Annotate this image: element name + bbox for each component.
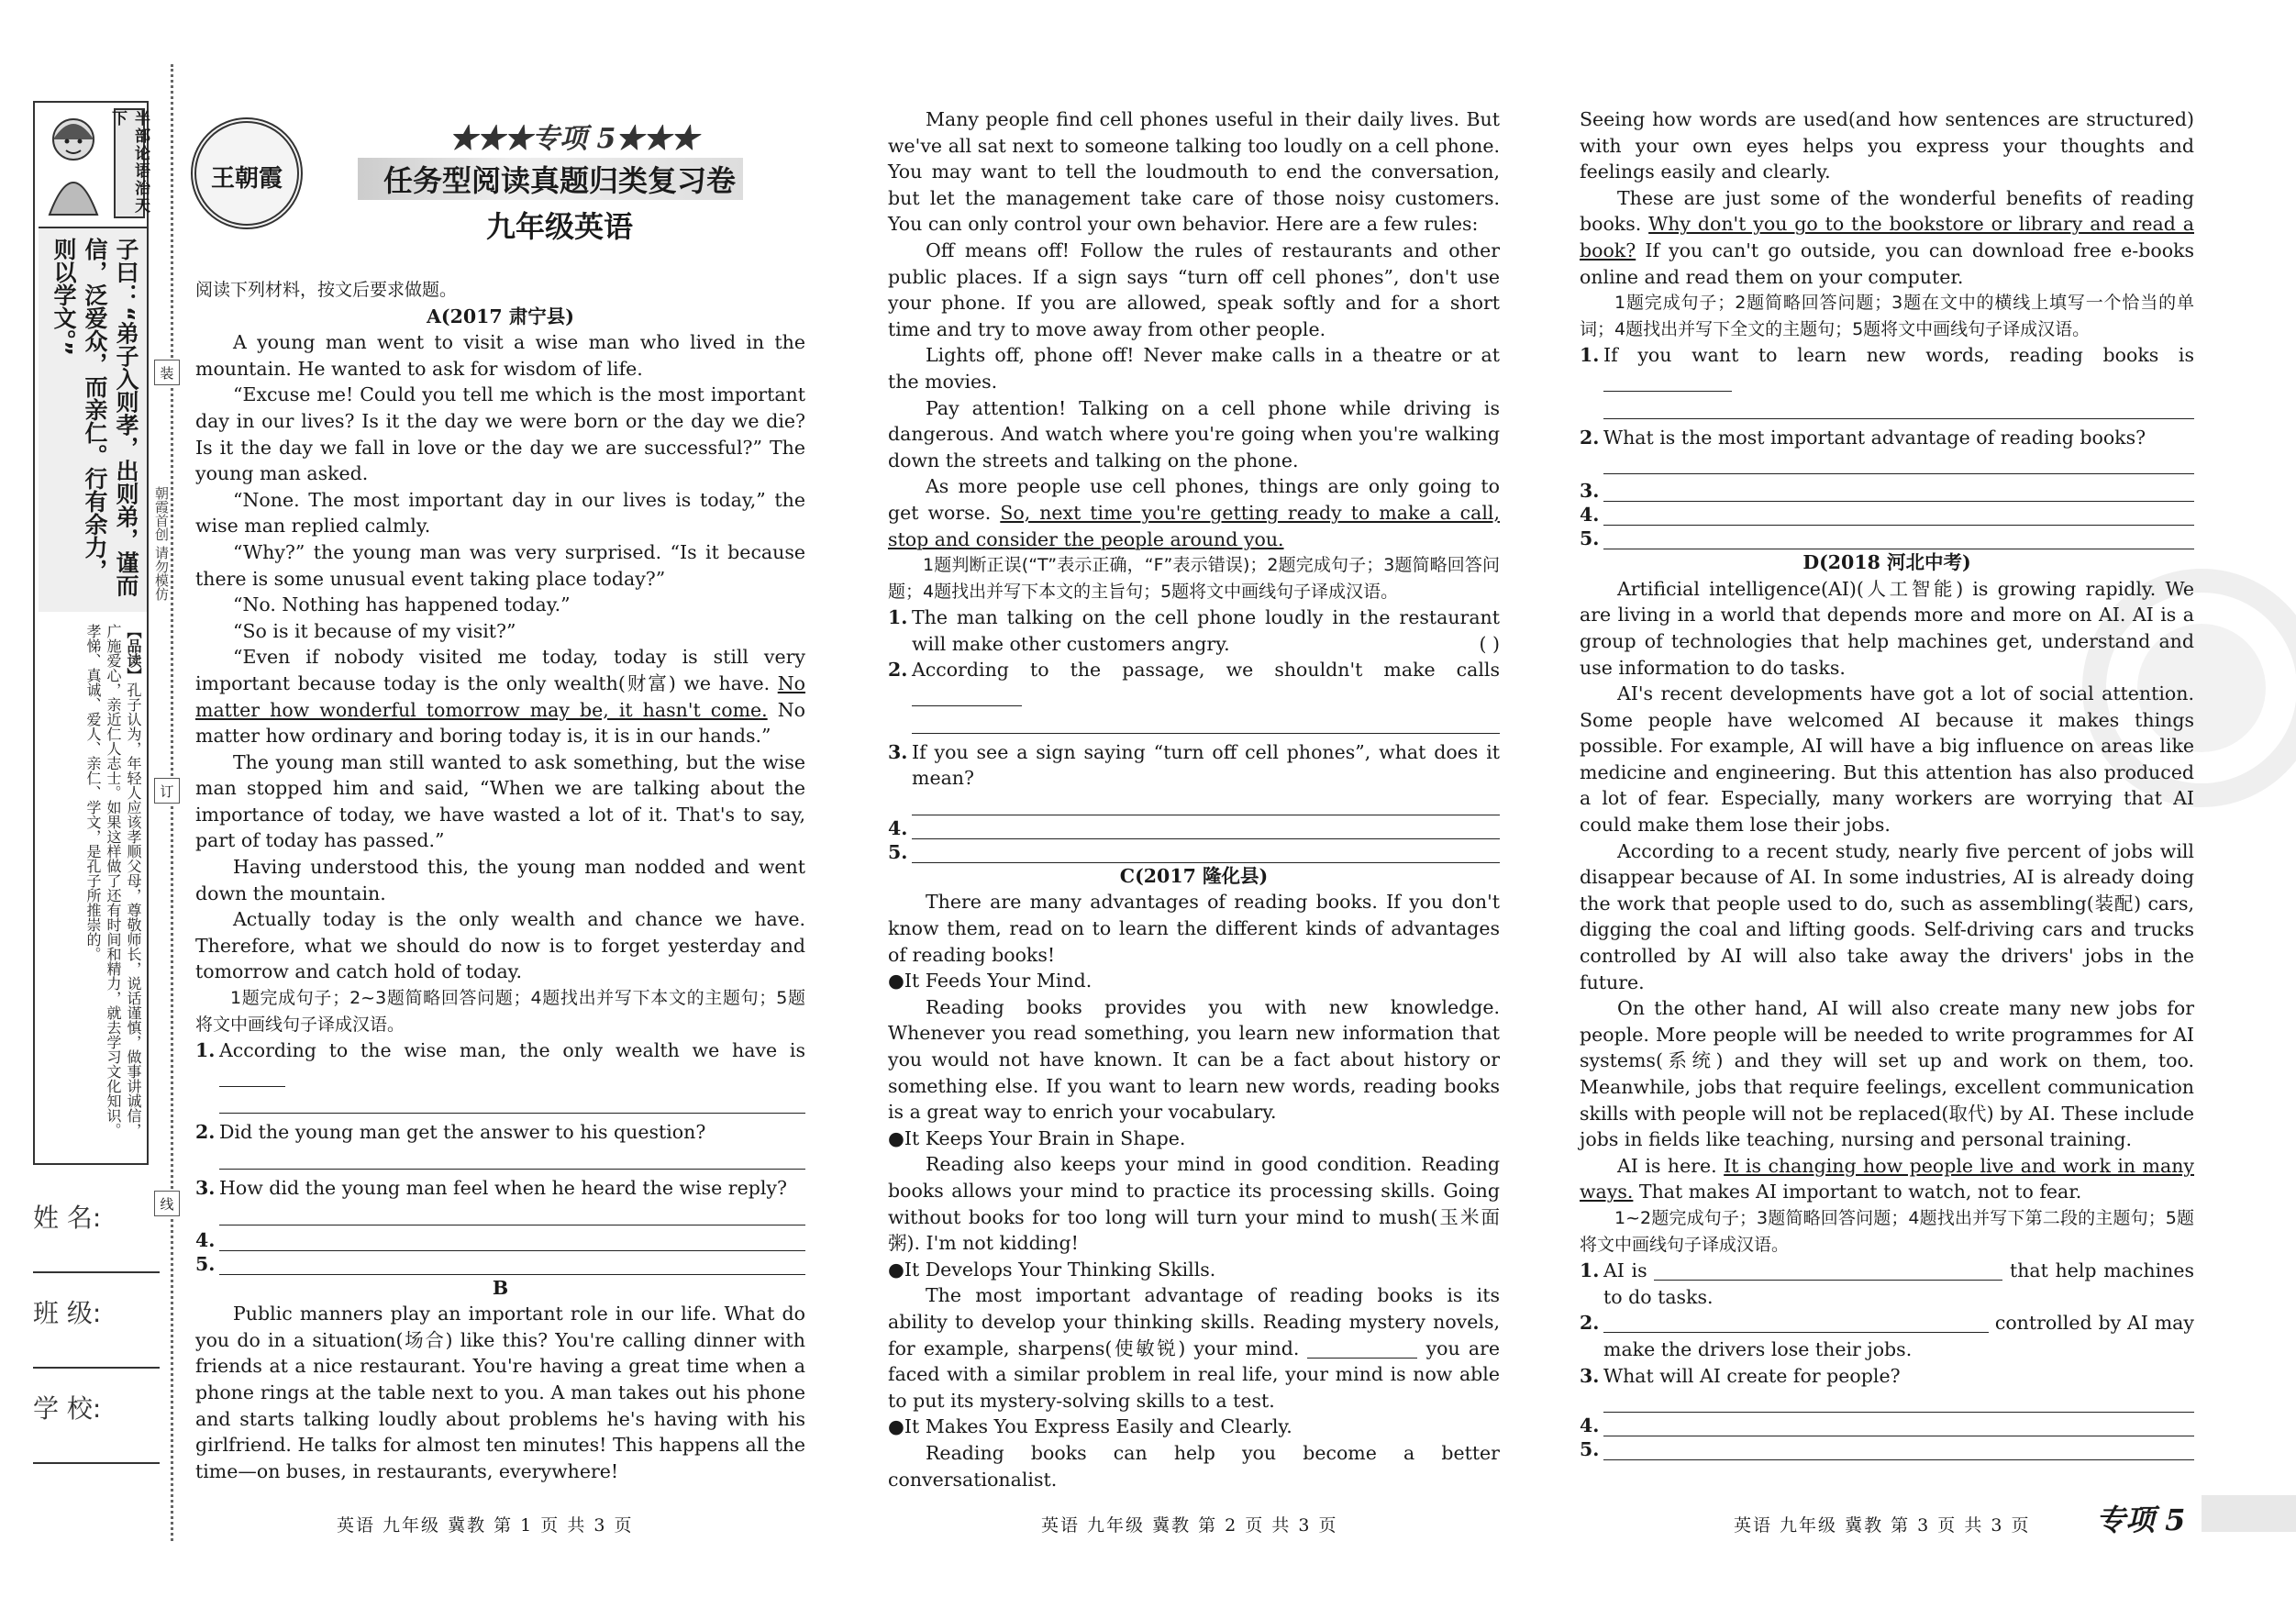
name-field[interactable] (33, 1271, 160, 1273)
question-d2: 2. controlled by AI may make the drivers lose their jobs. (1580, 1312, 2194, 1360)
passage-c-paragraph: These are just some of the wonderful benefits of reading books. Why don't you go to the bookstore or library and read a book? If you can't go outside, you can download free e-books online and read them on your computer. (1580, 186, 2194, 288)
column-3 (1580, 106, 2194, 1460)
answer-line[interactable] (912, 710, 1500, 734)
passage-b-paragraph: Public manners play an important role in our life. What do you do in a situation(场合) like this? You're calling dinner with friends at a nice restaurant. You're having a great time when a phone rings at the table next to you. A man takes out his phone and starts talking loudly about problems he's having with his girlfriend. He talks for almost ten minutes! This happens all the time—on buses, in restaurants, everywhere! (195, 1303, 805, 1482)
answer-line[interactable] (1603, 1413, 2194, 1436)
passage-b-title: B (492, 1276, 509, 1299)
publisher-logo (191, 117, 303, 229)
passage-b-instructions: 1题判断正误(“T”表示正确，“F”表示错误)；2题完成句子；3题简略回答问题；4题找出并写下本文的主旨句；5题将文中画线句子译成汉语。 (888, 555, 1500, 602)
passage-c-heading: ●It Makes You Express Easily and Clearly. (888, 1415, 1292, 1438)
passage-a-paragraph: Actually today is the only wealth and chance we have. Therefore, what we should do now is to forget yesterday and tomorrow and catch hold of today. (195, 908, 805, 983)
commentary-text: 孔子认为，年轻人应该孝顺父母，尊敬师长，说话谨慎，做事讲诚信，广施爱心，亲近仁人志士。如果这样做了还有时间和精力，就去学习文化知识。孝悌、真诚、爱人、亲仁、学文，是孔子所推崇的。 (84, 624, 142, 1137)
answer-line[interactable] (1603, 478, 2194, 502)
passage-d-paragraph: On the other hand, AI will also create many new jobs for people. More people will be needed to write programmes for AI systems(系统) and they will set up and work on them, too. Meanwhile, jobs that require feelings, excellent communication skills with people will not be replaced(取代) by AI. These include jobs in fields like teaching, nursing and personal training. (1580, 997, 2194, 1151)
binding-mark-ding: 订 (154, 778, 180, 804)
passage-c-instructions: 1题完成句子；2题简略回答问题；3题在文中的横线上填写一个恰当的单词；4题找出并写下全文的主题句；5题将文中画线句子译成汉语。 (1580, 293, 2194, 339)
page-subtitle: 九年级英语 (485, 209, 633, 244)
passage-a-paragraph: “No. Nothing has happened today.” (233, 593, 571, 616)
passage-c-paragraph: Reading books can help you become a better conversationalist. (888, 1441, 1500, 1491)
question-b5: 5. (888, 839, 1500, 863)
answer-line[interactable] (219, 1251, 805, 1275)
answer-line[interactable] (219, 1227, 805, 1251)
answer-line[interactable] (219, 1202, 805, 1225)
answer-blank[interactable] (1603, 1313, 1989, 1333)
commentary-label: 【品读】 (125, 624, 142, 682)
passage-d-paragraph: AI is here. It is changing how people live and work in many ways. That makes AI important to watch, not to fear. (1580, 1154, 2194, 1203)
passage-d-instructions: 1~2题完成句子；3题简略回答问题；4题找出并写下第二段的主题句；5题将文中画线句子译成汉语。 (1580, 1207, 2194, 1255)
passage-a-paragraph: “None. The most important day in our lives is today,” the wise man replied calmly. (195, 488, 805, 538)
answer-line[interactable] (912, 839, 1500, 863)
answer-line[interactable] (1603, 1436, 2194, 1460)
passage-c-paragraph: There are many advantages of reading books. If you don't know them, read on to learn the different kinds of advantages of reading books! (888, 891, 1500, 966)
page-title: 任务型阅读真题归类复习卷 (383, 163, 736, 198)
answer-line[interactable] (219, 1090, 805, 1114)
question-c4: 4. (1580, 502, 2194, 526)
passage-c-heading: ●It Feeds Your Mind. (888, 970, 1093, 993)
passage-d-paragraph: AI's recent developments have got a lot of social attention. Some people have welcomed AI because it makes things possible. For example, AI will have a big influence on areas like medicine and engineering. But this attention has also produced a lot of fear. Especially, many workers are worrying that AI could make them lose their jobs. (1580, 682, 2194, 837)
passage-a-paragraph: A young man went to visit a wise man who lived in the mountain. He wanted to ask for wisdom of life. (195, 331, 805, 380)
page-footer-1: 英语 九年级 冀教 第 1 页 共 3 页 (337, 1515, 634, 1536)
answer-blank[interactable] (912, 686, 1022, 706)
instructions: 阅读下列材料，按文后要求做题。 (195, 280, 458, 300)
page-footer-3: 英语 九年级 冀教 第 3 页 共 3 页 (1734, 1515, 2031, 1536)
underlined-sentence: It is changing how people live and work in many ways. (1580, 1154, 2194, 1203)
left-margin-strip (0, 0, 174, 1597)
question-d3: 3. What will AI create for people? (1580, 1363, 2194, 1414)
passage-b-paragraph: Lights off, phone off! Never make calls in a theatre or at the movies. (888, 344, 1500, 393)
badge-half-analects: 半部论语治天下 (114, 108, 145, 218)
binding-mark-zhuang: 装 (154, 360, 180, 385)
class-label: 班 级: (33, 1298, 102, 1328)
passage-c-paragraph: Seeing how words are used(and how sentences are structured) with your own eyes helps you express your thoughts and feelings easily and clearly. (1580, 108, 2194, 183)
question-a4: 4. (195, 1227, 805, 1251)
passage-b-paragraph: Off means off! Follow the rules of restaurants and other public places. If a sign says “turn off cell phones”, don't use your phone. If you are allowed, speak softly and for a short time and try to move away from other people. (888, 238, 1500, 340)
passage-a-paragraph: The young man still wanted to ask something, but the wise man stopped him and said, “When we are talking about the importance of today, we have wasted a lot of it. That's to say, part of today has passed.” (195, 750, 805, 852)
question-d1: 1. AI is that help machines to do tasks. (1580, 1259, 2194, 1308)
answer-line[interactable] (1603, 450, 2194, 474)
inline-blank[interactable] (1307, 1338, 1417, 1359)
passage-d-paragraph: Artificial intelligence(AI)(人工智能) is growing rapidly. We are living in a world that depends more and more on AI. AI is a group of technologies that help machines get, understand and use information to do tasks. (1580, 577, 2194, 679)
answer-line[interactable] (1603, 502, 2194, 526)
school-field[interactable] (33, 1462, 160, 1464)
passage-c-paragraph: Reading also keeps your mind in good condition. Reading books allows your mind to practice its processing skills. Going without books for too long will turn your mind to mush(玉米面粥). I'm not kidding! (888, 1153, 1500, 1255)
answer-blank[interactable] (1603, 372, 1732, 392)
passage-c-paragraph: The most important advantage of reading books is its ability to develop your thinking skills. Reading mystery novels, for example, sharpens(使敏锐) your mind. you are faced with a similar problem in real life, your mind is now able to put its mystery-solving skills to a test. (888, 1284, 1500, 1412)
passage-a-paragraph: “So is it because of my visit?” (233, 619, 516, 642)
quote-commentary (39, 616, 147, 1158)
answer-line[interactable] (912, 792, 1500, 815)
section-tab-bar (2202, 1495, 2296, 1532)
binding-mark-xian: 线 (154, 1191, 180, 1216)
passage-a-paragraph: “Why?” the young man was very surprised. “Is it because there is some unusual event taking place today?” (195, 540, 805, 590)
column-1 (195, 277, 805, 1484)
school-label: 学 校: (33, 1393, 102, 1424)
answer-blank[interactable] (1654, 1260, 2002, 1281)
question-c3: 3. (1580, 478, 2194, 502)
underlined-sentence: Why don't you go to the bookstore or library and read a book? (1580, 213, 2194, 261)
passage-a-title: A(2017 肃宁县) (427, 305, 574, 327)
question-a5: 5. (195, 1251, 805, 1275)
class-field[interactable] (33, 1367, 160, 1369)
answer-line[interactable] (1603, 526, 2194, 549)
question-a1: 1. According to the wise man, the only wealth we have is (195, 1037, 805, 1114)
question-b1: 1. The man talking on the cell phone loudly in the restaurant will make other customers angry. ( ) (888, 604, 1500, 657)
question-a3: 3. How did the young man feel when he heard the wise reply? (195, 1175, 805, 1225)
question-c2: 2. What is the most important advantage of reading books? (1580, 425, 2194, 475)
section-tab: 专项 5 (2096, 1503, 2186, 1537)
answer-line[interactable] (912, 815, 1500, 839)
question-c5: 5. (1580, 526, 2194, 549)
question-c1: 1. If you want to learn new words, reading books is (1580, 342, 2194, 418)
confucius-illustration (39, 108, 108, 218)
passage-c-heading: ●It Develops Your Thinking Skills. (888, 1258, 1216, 1281)
column-2 (888, 106, 1500, 1492)
analects-quote: 子曰：“弟子入则孝，出则弟，谨而信，泛爱众，而亲仁。行有余力，则以学文。” (39, 227, 147, 612)
passage-a-paragraph: “Even if nobody visited me today, today is still very important because today is the only wealth(财富) we have. No matter how wonderful tomorrow may be, it hasn't come. No matter how ordinary and boring today is, it is in our hands.” (195, 646, 806, 748)
copyright-note: 朝霞首创 请勿模仿 (153, 486, 170, 601)
passage-b-paragraph: Many people find cell phones useful in their daily lives. But we've all sat next to someone talking too loudly on a cell phone. You may want to tell the loudmouth to end the conversation, but let the management take care of those noisy customers. You can only control your own behavior. Here are a few rules: (888, 108, 1500, 236)
answer-line[interactable] (219, 1146, 805, 1170)
passage-a-instructions: 1题完成句子；2~3题简略回答问题；4题找出并写下本文的主题句；5题将文中画线句子译成汉语。 (195, 988, 805, 1035)
page-footer-2: 英语 九年级 冀教 第 2 页 共 3 页 (1041, 1515, 1338, 1536)
question-a2: 2. Did the young man get the answer to his question? (195, 1119, 805, 1170)
answer-bracket[interactable]: ( ) (1479, 632, 1500, 655)
passage-b-paragraph: As more people use cell phones, things are only going to get worse. So, next time you're getting ready to make a call, stop and consider the people around you. (888, 475, 1501, 550)
passage-a-paragraph: Having understood this, the young man nodded and went down the mountain. (195, 856, 805, 904)
passage-c-heading: ●It Keeps Your Brain in Shape. (888, 1126, 1186, 1149)
question-d4: 4. (1580, 1413, 2194, 1436)
passage-c-paragraph: Reading books provides you with new knowledge. Whenever you read something, you learn new information that you would not have known. It can be a fact about history or something else. If you want to learn new words, reading books is a great way to enrich your vocabulary. (888, 995, 1500, 1124)
passage-a-paragraph: “Excuse me! Could you tell me which is the most important day in our lives? Is it the day we were born or the day we die? Is it the day we fall in love or the day we are successful?” The young man asked. (195, 383, 805, 485)
question-d5: 5. (1580, 1436, 2194, 1460)
question-b2: 2. According to the passage, we shouldn't make calls (888, 657, 1500, 733)
name-label: 姓 名: (33, 1203, 102, 1233)
passage-c-title: C(2017 隆化县) (1119, 864, 1269, 887)
answer-line[interactable] (1603, 1389, 2194, 1413)
answer-blank[interactable] (219, 1067, 285, 1087)
question-b4: 4. (888, 815, 1500, 839)
series-label: ★★★专项 5★★★ (449, 123, 699, 155)
passage-d-paragraph: According to a recent study, nearly five percent of jobs will disappear because of AI. In some industries, AI is already doing the work that people used to do, such as assembling(装配) cars, digging the coal and lifting goods. Self-driving cars and trucks controlled by AI will also take away the drivers' jobs in the future. (1580, 839, 2194, 993)
logo-text: 王朝霞 (210, 165, 283, 193)
passage-b-paragraph: Pay attention! Talking on a cell phone while driving is dangerous. And watch where you're going when you're walking down the streets and talking on the phone. (888, 396, 1500, 471)
underlined-sentence: No matter how wonderful tomorrow may be, it hasn't come. (195, 671, 805, 721)
answer-line[interactable] (1603, 395, 2194, 419)
question-b3: 3. If you see a sign saying “turn off cell phones”, what does it mean? (888, 739, 1500, 815)
analects-quote-box (33, 101, 149, 1165)
underlined-sentence: So, next time you're getting ready to make a call, stop and consider the people around you. (888, 501, 1501, 550)
passage-d-title: D(2018 河北中考) (1802, 551, 1971, 574)
